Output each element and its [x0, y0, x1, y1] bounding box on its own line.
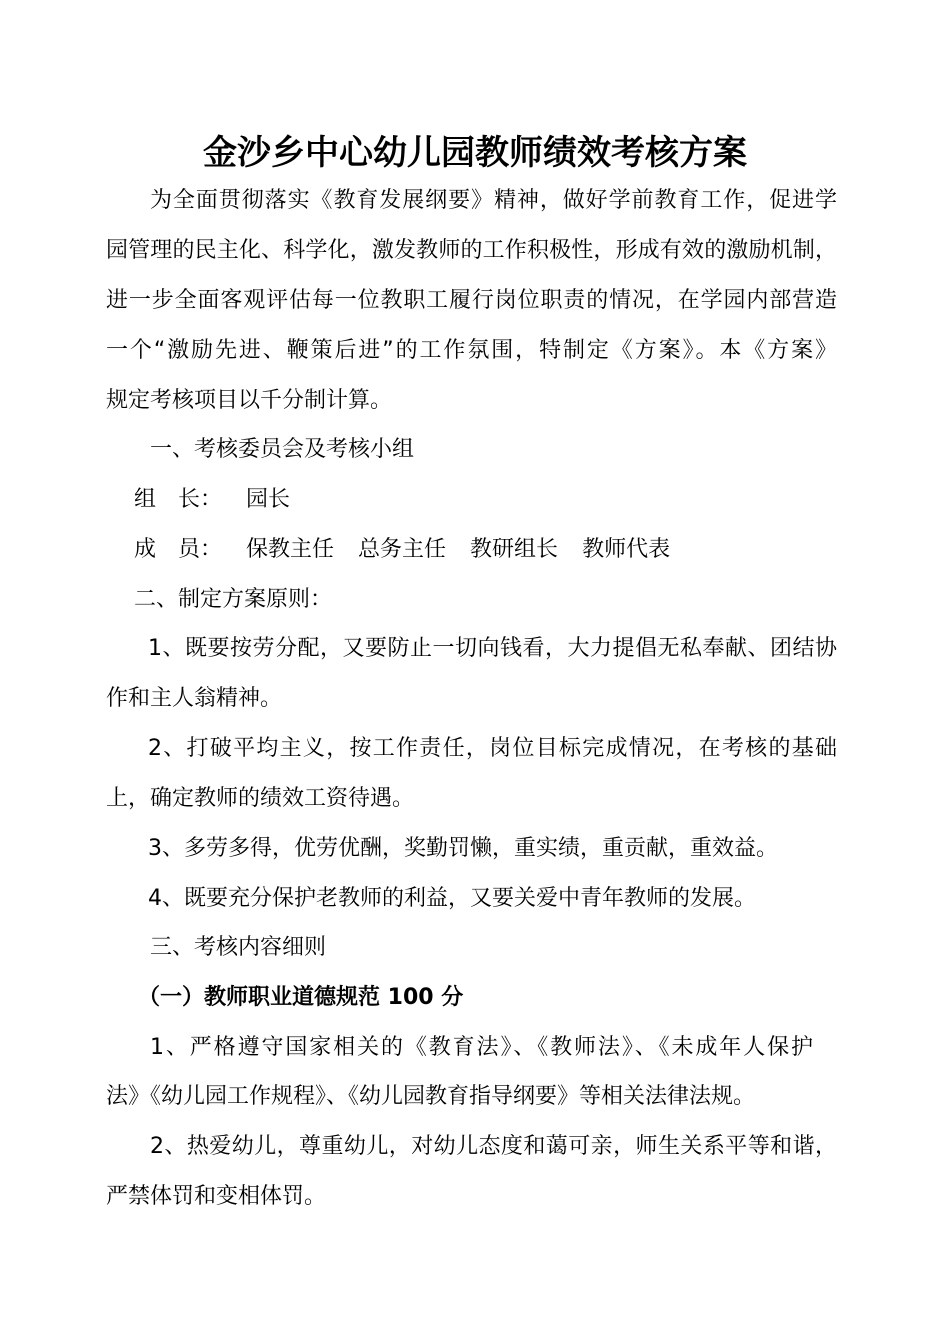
- rule-1-line-1: 1、严格遵守国家相关的《教育法》、《教师法》、《未成年人保护: [150, 1035, 813, 1060]
- intro-line-2: 园管理的民主化、科学化，激发教师的工作积极性，形成有效的激励机制，: [106, 238, 837, 263]
- rule-2-line-2: 严禁体罚和变相体罚。: [106, 1184, 327, 1209]
- intro-line-4: 一个“激励先进、鞭策后进”的工作氛围，特制定《方案》。本《方案》: [106, 338, 837, 363]
- section3-heading: 三、考核内容细则: [150, 935, 327, 960]
- section3-subheading: （一）教师职业道德规范 100 分: [138, 985, 464, 1010]
- principle-2-line-2: 上，确定教师的绩效工资待遇。: [106, 786, 415, 811]
- intro-line-3: 进一步全面客观评估每一位教职工履行岗位职责的情况，在学园内部营造: [106, 288, 837, 313]
- member-item: 教研组长: [470, 537, 559, 562]
- rule-2-line-1: 2、热爱幼儿，尊重幼儿，对幼儿态度和蔼可亲，师生关系平等和谐，: [150, 1134, 837, 1159]
- member-item: 总务主任: [358, 537, 447, 562]
- leader-value: 园长: [246, 487, 291, 512]
- principle-4: 4、既要充分保护老教师的利益，又要关爱中青年教师的发展。: [148, 886, 756, 911]
- members-label: 成 员：: [134, 537, 223, 562]
- principle-3: 3、多劳多得，优劳优酬，奖勤罚懒，重实绩，重贡献，重效益。: [148, 836, 778, 861]
- member-item: 教师代表: [582, 537, 671, 562]
- members-row: [134, 535, 670, 565]
- intro-line-5: 规定考核项目以千分制计算。: [106, 388, 393, 413]
- rule-1-line-2: 法》《幼儿园工作规程》、《幼儿园教育指导纲要》等相关法律法规。: [106, 1084, 756, 1109]
- document-title: 金沙乡中心幼儿园教师绩效考核方案: [203, 133, 747, 173]
- leader-row: [134, 485, 290, 515]
- principle-1-line-1: 1、既要按劳分配，又要防止一切向钱看，大力提倡无私奉献、团结协: [148, 636, 837, 661]
- section1-heading: 一、考核委员会及考核小组: [150, 437, 415, 462]
- principle-1-line-2: 作和主人翁精神。: [106, 686, 283, 711]
- leader-label: 组 长：: [134, 487, 223, 512]
- member-item: 保教主任: [246, 537, 335, 562]
- section2-heading: 二、制定方案原则：: [134, 587, 333, 612]
- intro-line-1: 为全面贯彻落实《教育发展纲要》精神，做好学前教育工作，促进学: [150, 188, 837, 213]
- principle-2-line-1: 2、打破平均主义，按工作责任，岗位目标完成情况，在考核的基础: [148, 736, 837, 761]
